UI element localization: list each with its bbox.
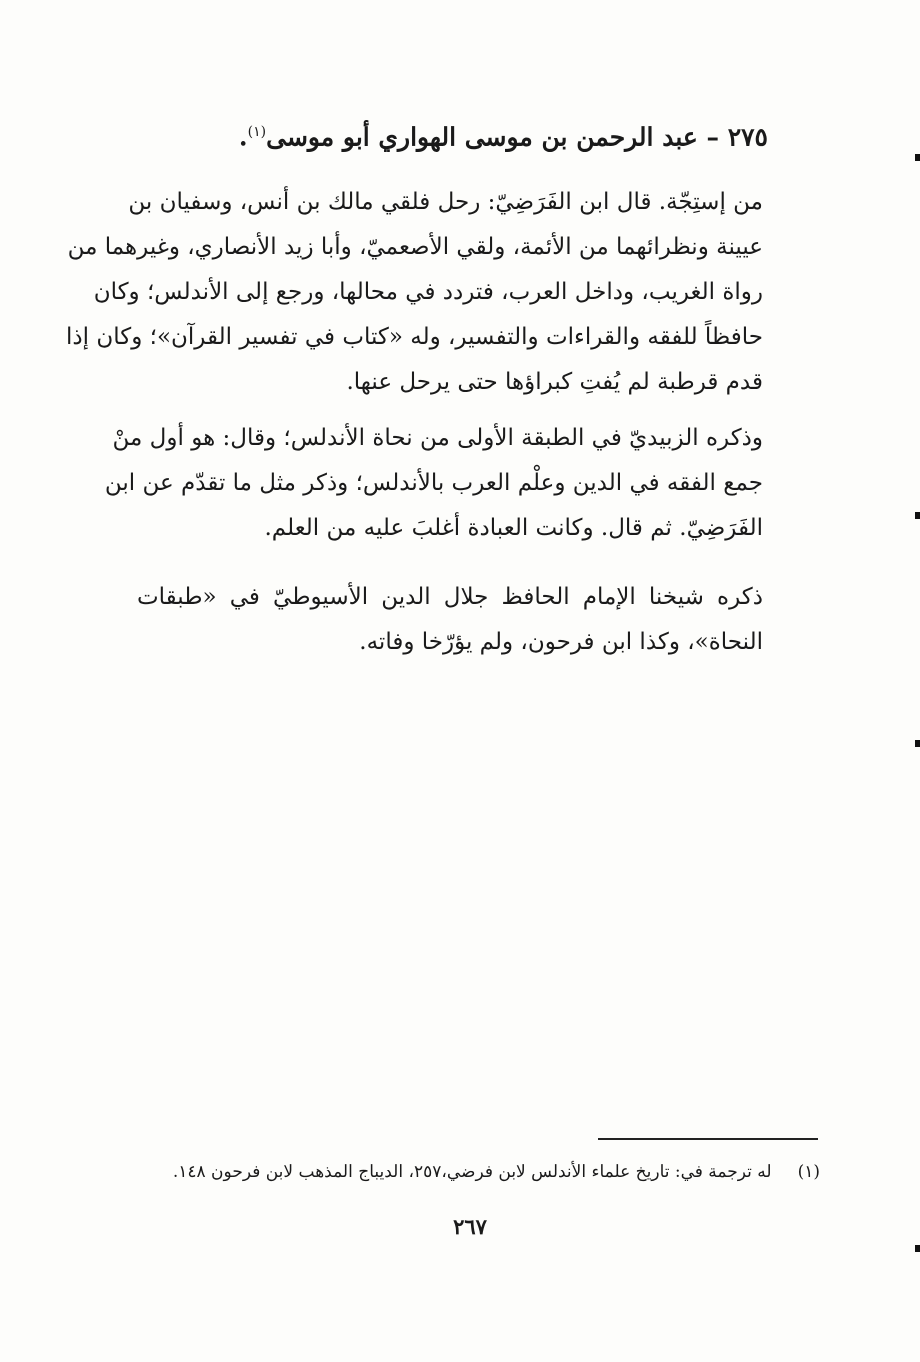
paragraph-suyuti [137, 575, 763, 665]
page-number: ٢٦٧ [453, 1214, 487, 1239]
paragraph-line: رواة الغريب، وداخل العرب، فتردد في محالها، ورجع إلى الأندلس؛ وكان [93, 279, 763, 305]
paragraph-line: الفَرَضِيّ. ثم قال. وكانت العبادة أغلبَ عليه من العلم. [264, 515, 763, 541]
footnote-divider [598, 1138, 818, 1140]
scan-edge-mark [915, 740, 920, 747]
paragraph-line: النحاة»، وكذا ابن فرحون، ولم يؤرّخا وفاته. [359, 629, 763, 655]
paragraph-line: قدم قرطبة لم يُفتِ كبراؤها حتى يرحل عنها. [346, 369, 763, 395]
footnote [160, 1158, 820, 1186]
paragraph-line: من إستِجّة. قال ابن الفَرَضِيّ: رحل فلقي مالك بن أنس، وسفيان بن [128, 189, 763, 215]
footnote-reference[interactable]: (١) [247, 124, 267, 140]
entry-heading [208, 112, 768, 157]
entry-heading-end: . [238, 122, 248, 152]
paragraph-line: عيينة ونظرائهما من الأئمة، ولقي الأصعميّ، وأبا زيد الأنصاري، وغيرهما من [67, 234, 763, 260]
paragraph-line: جمع الفقه في الدين وعلْم العرب بالأندلس؛ وذكر مثل ما تقدّم عن ابن [104, 470, 763, 496]
paragraph-zubaydi [104, 416, 763, 551]
footnote-marker: (١) [797, 1162, 820, 1182]
paragraph-biography [66, 180, 763, 405]
paragraph-line: وذكره الزبيديّ في الطبقة الأولى من نحاة الأندلس؛ وقال: هو أول منْ [112, 425, 763, 451]
scan-edge-mark [915, 1245, 920, 1252]
paragraph-line: حافظاً للفقه والقراءات والتفسير، وله «كتاب في تفسير القرآن»؛ وكان إذا [66, 324, 763, 350]
scan-edge-mark [915, 154, 920, 161]
entry-heading-text: ٢٧٥ – عبد الرحمن بن موسى الهواري أبو موسى [266, 122, 768, 152]
paragraph-line: ذكره شيخنا الإمام الحافظ جلال الدين الأسيوطيّ في «طبقات [137, 584, 763, 610]
scan-edge-mark [915, 512, 920, 519]
footnote-text: له ترجمة في: تاريخ علماء الأندلس لابن فرضي،٢٥٧، الديباج المذهب لابن فرحون ١٤٨. [172, 1162, 772, 1182]
